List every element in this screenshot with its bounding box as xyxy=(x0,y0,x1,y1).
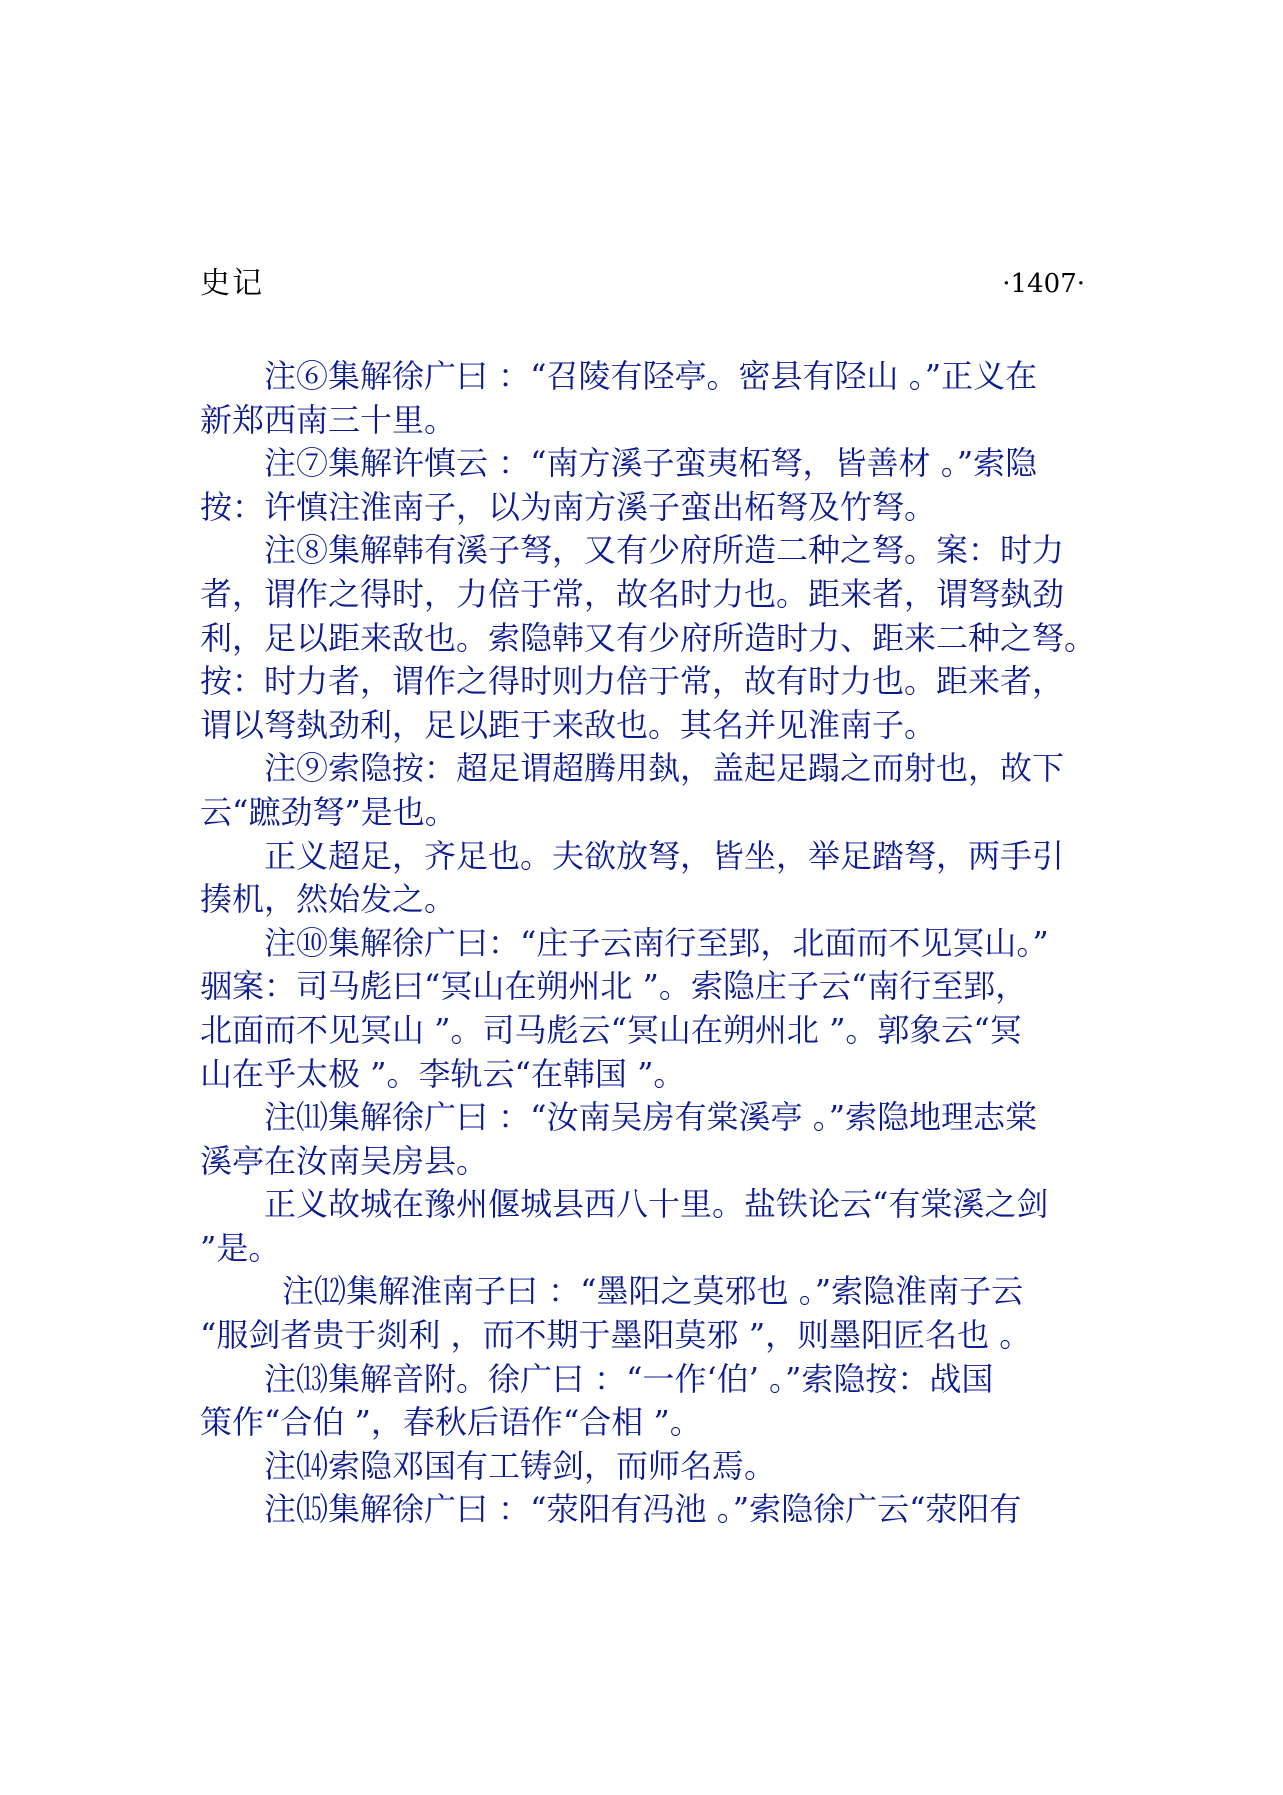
text-line: 注⒂集解徐广曰 ：“荥阳有冯池 。”索隐徐广云“荥阳有 xyxy=(264,1490,1022,1529)
text-line: 注⑧集解韩有溪子弩，又有少府所造二种之弩。案：时力 xyxy=(264,531,1065,570)
book-title: 史记 xyxy=(200,266,264,301)
page-header xyxy=(200,262,1085,306)
text-line: 注⒁索隐邓国有工铸剑，而师名焉。 xyxy=(264,1446,777,1485)
text-line: 注⒀集解音附。徐广曰 ：“一作‘伯’ 。”索隐按：战国 xyxy=(264,1359,994,1398)
text-line: 注⑨索隐按：超足谓超腾用埶，盖起足蹋之而射也，故下 xyxy=(264,749,1065,788)
text-line: 正义超足，齐足也。夫欲放弩，皆坐，举足踏弩，两手引 xyxy=(264,836,1065,875)
commentary-text xyxy=(200,355,1100,1532)
text-line: “服剑者贵于剡利 ，而不期于墨阳莫邪 ”，则墨阳匠名也 。 xyxy=(200,1316,1032,1355)
text-line: 注⑥集解徐广曰 ：“召陵有陉亭。密县有陉山 。”正义在 xyxy=(264,357,1038,395)
text-line: 者，谓作之得时，力倍于常，故名时力也。距来者，谓弩埶劲 xyxy=(200,574,1065,613)
text-line: 谓以弩埶劲利，足以距于来敌也。其名并见淮南子。 xyxy=(200,705,937,744)
text-line: 北面而不见冥山 ”。司马彪云“冥山在朔州北 ”。郭象云“冥 xyxy=(200,1010,1022,1049)
text-line: 骃案：司马彪曰“冥山在朔州北 ”。索隐庄子云“南行至郢， xyxy=(200,967,1028,1006)
text-line: 按：时力者，谓作之得时则力倍于常，故有时力也。距来者， xyxy=(200,662,1065,701)
text-line: 利，足以距来敌也。索隐韩又有少府所造时力、距来二种之弩。 xyxy=(200,618,1097,657)
text-line: 策作“合伯 ”，春秋后语作“合相 ”。 xyxy=(200,1403,702,1442)
text-line: 按：许慎注淮南子，以为南方溪子蛮出柘弩及竹弩。 xyxy=(200,487,937,526)
text-line: 注⑩集解徐广曰：“庄子云南行至郢，北面而不见冥山。” xyxy=(264,923,1049,962)
text-line: 新郑西南三十里。 xyxy=(200,400,457,439)
text-line: 注⑾集解徐广曰 ：“汝南吴房有棠溪亭 。”索隐地理志棠 xyxy=(264,1098,1038,1137)
page-number: ·1407· xyxy=(1002,269,1085,299)
text-line: 溪亭在汝南吴房县。 xyxy=(200,1141,489,1180)
text-line: 揍机，然始发之。 xyxy=(200,880,457,919)
text-line: 注⑿集解淮南子曰 ：“墨阳之莫邪也 。”索隐淮南子云 xyxy=(282,1272,1024,1311)
text-line: 山在乎太极 ”。李轨云“在韩国 ”。 xyxy=(200,1054,686,1093)
text-line: 注⑦集解许慎云 ：“南方溪子蛮夷柘弩，皆善材 。”索隐 xyxy=(264,444,1038,483)
text-line: ”是。 xyxy=(200,1228,281,1267)
text-line: 正义故城在豫州偃城县西八十里。盐铁论云“有棠溪之剑 xyxy=(264,1185,1049,1224)
text-line: 云“蹠劲弩”是也。 xyxy=(200,792,457,831)
